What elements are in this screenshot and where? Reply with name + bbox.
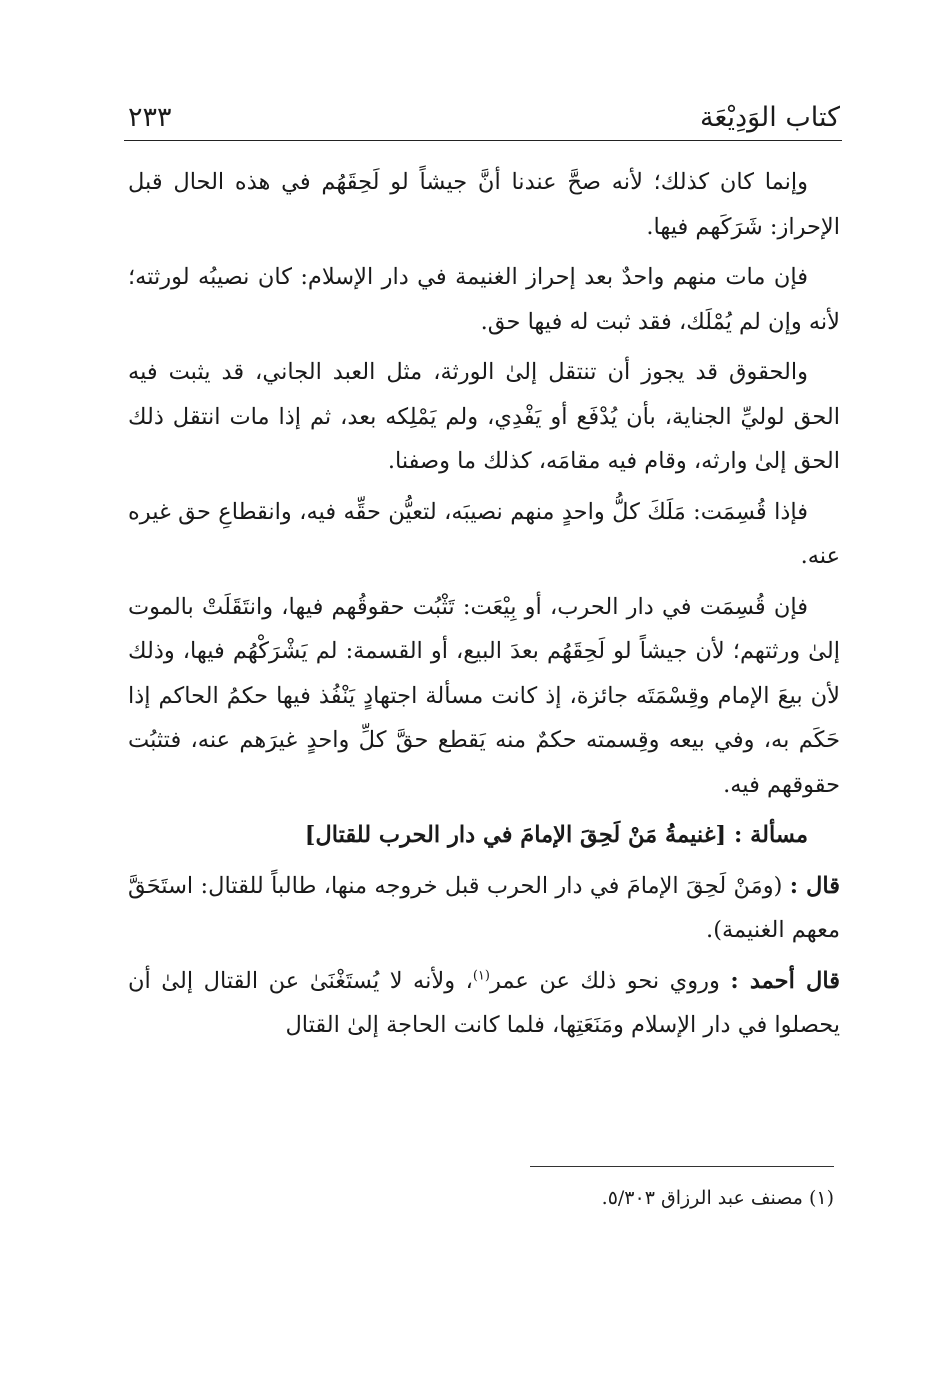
paragraph-5: فإن قُسِمَت في دار الحرب، أو بِيْعَت: تَثْبُت حقوقُهم فيها، وانتَقَلَتْ بالموت إلىٰ ورثتهم؛ لأن جيشاً لو لَحِقَهُم بعدَ البيع، أو القسمة: لم يَشْرَكْهُم فيها، وذلك لأن بيعَ الإمام وقِسْمَتَه جائزة، إذ كانت مسألة اجتهادٍ يَنْفُذ فيها حكمُ الحاكم إذا حَكَم به، وفي بيعه وقِسمته حكمٌ منه يَقطع حقَّ كلِّ واحدٍ غيرَهم عنه، فتثبُت حقوقهم فيه. — [128, 593, 840, 798]
header-rule — [124, 140, 842, 141]
footnote-rule — [530, 1166, 834, 1167]
ahmad-text-before-ref: وروي نحو ذلك عن عمر — [489, 967, 720, 994]
issue-title: [غنيمةُ مَنْ لَحِقَ الإمامَ في دار الحرب للقتال] — [304, 822, 727, 848]
ahmad-text-after-ref: ، ولأنه لا يُستَغْنَىٰ عن القتال إلىٰ أن يحصلوا في دار الإسلام ومَنَعَتِها، فلما كانت الحاجة إلىٰ القتال — [128, 967, 840, 1038]
paragraph-4: فإذا قُسِمَت: مَلَكَ كلُّ واحدٍ منهم نصيبَه، لتعيُّن حقِّه فيه، وانقطاعِ حق غيره عنه. — [128, 498, 840, 569]
qala-text: (ومَنْ لَحِقَ الإمامَ في دار الحرب قبل خروجه منها، طالباً للقتال: استَحَقَّ معهم الغنيمة). — [128, 872, 840, 943]
page-number: ٢٣٣ — [128, 102, 172, 133]
paragraph-1: وإنما كان كذلك؛ لأنه صحَّ عندنا أنَّ جيشاً لو لَحِقَهُم في هذه الحال قبل الإحراز: شَرَكَهم فيها. — [128, 169, 840, 240]
body-text — [128, 160, 840, 1054]
issue-label: مسألة : — [733, 822, 808, 848]
footnote: (١) مصنف عبد الرزاق ٥/٣٠٣. — [601, 1187, 834, 1209]
running-title: كتاب الوَدِيْعَة — [700, 102, 840, 133]
paragraph-2: فإن مات منهم واحدٌ بعد إحراز الغنيمة في دار الإسلام: كان نصيبُه لورثته؛ لأنه وإن لم يُمْلَك، فقد ثبت له فيها حق. — [128, 264, 840, 335]
ahmad-label: قال أحمد : — [730, 967, 840, 994]
page-header — [128, 88, 840, 138]
paragraph-3: والحقوق قد يجوز أن تنتقل إلىٰ الورثة، مثل العبد الجاني، قد يثبت فيه الحق لوليِّ الجناية، بأن يُدْفَع أو يَفْدِي، ولم يَمْلِكه بعد، ثم إذا مات انتقل ذلك الحق إلىٰ وارثه، وقام فيه مقامَه، كذلك ما وصفنا. — [128, 359, 840, 474]
qala-paragraph — [128, 864, 840, 953]
issue-heading — [128, 813, 840, 858]
footnote-reference[interactable]: (١) — [472, 968, 490, 983]
qala-label: قال : — [789, 872, 840, 899]
ahmad-paragraph — [128, 959, 840, 1048]
